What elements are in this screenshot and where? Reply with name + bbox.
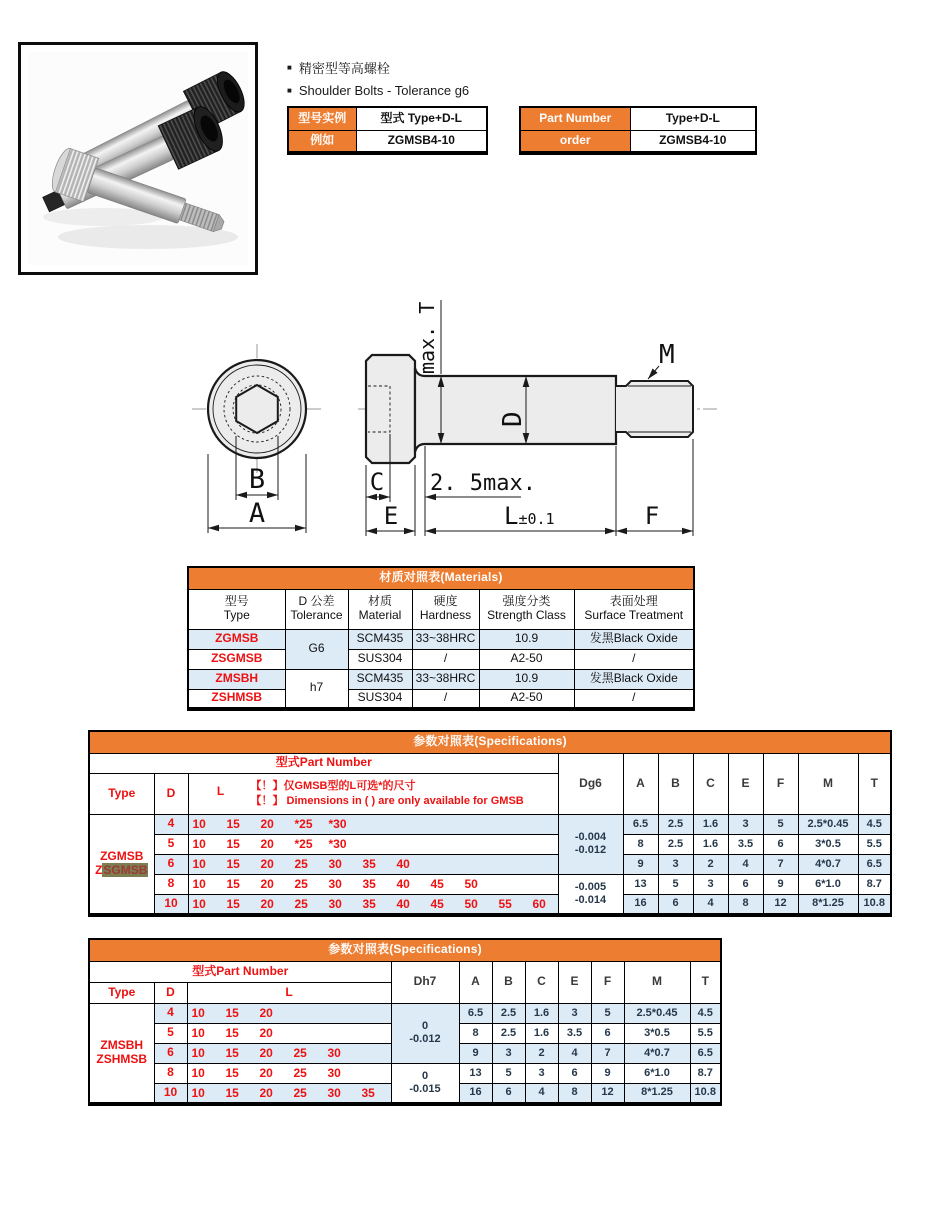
- dim-cell: 1.6: [525, 1003, 558, 1023]
- dim-cell: 2.5*0.45: [624, 1003, 690, 1023]
- l-values: [188, 834, 558, 854]
- l-value: 15: [226, 856, 240, 871]
- thread-section: [616, 381, 693, 437]
- col-header-T: T: [690, 961, 721, 1003]
- l-value: 35: [361, 1085, 375, 1100]
- table-row: [188, 649, 694, 669]
- dim-cell: 6*1.0: [798, 874, 858, 894]
- dim-label-C: C: [369, 468, 385, 496]
- dim-cell: 4: [558, 1043, 591, 1063]
- dim-cell: 4*0.7: [624, 1043, 690, 1063]
- col-header-B: B: [492, 961, 525, 1003]
- dim-cell: 2: [693, 854, 728, 874]
- dim-cell: 6.5: [459, 1003, 492, 1023]
- col-header-l: L: [216, 783, 225, 798]
- dim-cell: 9: [591, 1063, 624, 1083]
- strength-value: 10.9: [479, 629, 574, 649]
- dim-cell: 2.5: [492, 1023, 525, 1043]
- dim-cell: 2.5: [658, 834, 693, 854]
- col-header-l-note: [188, 773, 558, 814]
- col-header-tol: Dg6: [558, 753, 623, 814]
- table-row: [188, 629, 694, 649]
- l-values: [188, 854, 558, 874]
- material-value: SUS304: [348, 649, 412, 669]
- d-value: 8: [154, 1063, 187, 1083]
- dim-cell: 6: [658, 894, 693, 915]
- dim-cell: 3: [693, 874, 728, 894]
- dim-cell: 16: [623, 894, 658, 915]
- part-number-header: 型式Part Number: [89, 753, 558, 773]
- tolerance-group: 0 -0.015: [391, 1063, 459, 1104]
- table-row: [188, 669, 694, 689]
- table-row: [89, 1063, 721, 1083]
- tolerance-value: G6: [285, 629, 348, 669]
- dim-cell: 2.5: [658, 814, 693, 834]
- product-photo: [28, 52, 248, 265]
- l-value: 30: [328, 876, 342, 891]
- l-value: 15: [226, 836, 240, 851]
- type-name: ZGMSB: [188, 629, 285, 649]
- l-value: 25: [294, 856, 308, 871]
- dim-label-E: E: [383, 502, 399, 530]
- dim-cell: 1.6: [525, 1023, 558, 1043]
- table-row: [89, 834, 891, 854]
- l-value: 15: [225, 1005, 239, 1020]
- spec-table-g6: [88, 730, 892, 917]
- l-value: 50: [464, 876, 478, 891]
- hardness-value: /: [412, 649, 479, 669]
- l-value: 35: [362, 856, 376, 871]
- table-row: [89, 814, 891, 834]
- l-value: 15: [226, 816, 240, 831]
- l-value: 15: [226, 896, 240, 911]
- l-values: [187, 1023, 391, 1043]
- col-header-surface: 表面处理 Surface Treatment: [574, 589, 694, 629]
- dim-cell: 3.5: [558, 1023, 591, 1043]
- dim-cell: 3*0.5: [624, 1023, 690, 1043]
- l-value: 10: [191, 1065, 205, 1080]
- l-value: 25: [293, 1065, 307, 1080]
- l-value: 25: [294, 896, 308, 911]
- l-value: 40: [396, 896, 410, 911]
- table-row: [188, 589, 694, 629]
- l-value: 25: [294, 876, 308, 891]
- col-header-material: 材质 Material: [348, 589, 412, 629]
- dim-cell: 3: [558, 1003, 591, 1023]
- product-photo-frame: [18, 42, 258, 275]
- dim-cell: 4: [693, 894, 728, 915]
- dim-cell: 12: [591, 1083, 624, 1104]
- table-row: [89, 753, 891, 773]
- l-value: 35: [362, 896, 376, 911]
- type-name: ZSGMSB: [188, 649, 285, 669]
- l-value: 20: [260, 816, 274, 831]
- col-header-M: M: [624, 961, 690, 1003]
- l-value: 55: [498, 896, 512, 911]
- l-value: 20: [259, 1065, 273, 1080]
- d-value: 10: [154, 1083, 187, 1104]
- l-value: 10: [192, 816, 206, 831]
- col-header-M: M: [798, 753, 858, 814]
- l-values: [188, 894, 558, 915]
- dim-cell: 8*1.25: [624, 1083, 690, 1104]
- surface-value: 发黑Black Oxide: [574, 669, 694, 689]
- dim-cell: 5: [492, 1063, 525, 1083]
- dim-cell: 8: [623, 834, 658, 854]
- dim-cell: 9: [623, 854, 658, 874]
- l-value: 10: [192, 896, 206, 911]
- part-number-label: Part Number: [520, 107, 630, 130]
- col-header-C: C: [693, 753, 728, 814]
- l-value: 40: [396, 856, 410, 871]
- dim-cell: 8*1.25: [798, 894, 858, 915]
- dim-cell: 13: [623, 874, 658, 894]
- order-label: order: [520, 130, 630, 153]
- col-header-E: E: [728, 753, 763, 814]
- dim-cell: 9: [459, 1043, 492, 1063]
- col-header-T: T: [858, 753, 891, 814]
- page-title-cn: 精密型等高螺栓: [298, 61, 390, 76]
- col-header-type: 型号 Type: [188, 589, 285, 629]
- dim-cell: 5.5: [858, 834, 891, 854]
- materials-table: [187, 566, 695, 711]
- table-row: [89, 894, 891, 915]
- l-value: 45: [430, 896, 444, 911]
- spec-title: 参数对照表(Specifications): [89, 939, 721, 961]
- dim-cell: 3: [658, 854, 693, 874]
- dim-cell: 3: [525, 1063, 558, 1083]
- col-header-tol: Dh7: [391, 961, 459, 1003]
- col-header-C: C: [525, 961, 558, 1003]
- dim-cell: 7: [591, 1043, 624, 1063]
- dim-cell: 6.5: [623, 814, 658, 834]
- dim-cell: 1.6: [693, 814, 728, 834]
- dim-label-A: A: [248, 498, 266, 529]
- dim-label-D: D: [498, 411, 528, 427]
- l-value: 15: [225, 1065, 239, 1080]
- l-value: 10: [191, 1005, 205, 1020]
- type-group: ZMSBH ZSHMSB: [89, 1003, 154, 1104]
- tolerance-value: h7: [285, 669, 348, 709]
- table-row: [188, 689, 694, 709]
- head-end-view: [208, 360, 306, 458]
- d-value: 6: [154, 1043, 187, 1063]
- table-row: [89, 731, 891, 753]
- col-header-A: A: [459, 961, 492, 1003]
- type-group: ZGMSB ZSGMSB: [89, 814, 154, 915]
- dim-cell: 6: [558, 1063, 591, 1083]
- l-values: [188, 814, 558, 834]
- model-example-value2: ZGMSB4-10: [356, 130, 487, 153]
- surface-value: /: [574, 649, 694, 669]
- d-value: 5: [154, 1023, 187, 1043]
- dim-cell: 2: [525, 1043, 558, 1063]
- d-value: 5: [154, 834, 188, 854]
- technical-drawing: [178, 286, 738, 563]
- l-value: 20: [259, 1045, 273, 1060]
- l-values: [187, 1003, 391, 1023]
- col-header-strength: 强度分类 Strength Class: [479, 589, 574, 629]
- l-value: 30: [327, 1085, 341, 1100]
- l-value: 10: [192, 856, 206, 871]
- l-value: 20: [260, 876, 274, 891]
- l-value: 20: [259, 1085, 273, 1100]
- dim-cell: 16: [459, 1083, 492, 1104]
- dim-cell: 8.7: [690, 1063, 721, 1083]
- dim-cell: 2.5: [492, 1003, 525, 1023]
- shoulder-body: [415, 368, 616, 452]
- l-value: *25: [294, 816, 313, 831]
- dim-cell: 8: [459, 1023, 492, 1043]
- table-row: [188, 567, 694, 589]
- bullet-icon: ■: [287, 63, 292, 72]
- col-header-tolerance: D 公差 Tolerance: [285, 589, 348, 629]
- part-number-value: Type+D-L: [630, 107, 756, 130]
- dim-cell: 4*0.7: [798, 854, 858, 874]
- material-value: SCM435: [348, 669, 412, 689]
- l-value: 35: [362, 876, 376, 891]
- order-value: ZGMSB4-10: [630, 130, 756, 153]
- dim-cell: 7: [763, 854, 798, 874]
- l-value: 30: [328, 856, 342, 871]
- d-value: 10: [154, 894, 188, 915]
- l-values: [187, 1083, 391, 1104]
- strength-value: A2-50: [479, 689, 574, 709]
- col-header-type: Type: [89, 773, 154, 814]
- dim-cell: 6.5: [690, 1043, 721, 1063]
- dim-cell: 3*0.5: [798, 834, 858, 854]
- dim-cell: 5.5: [690, 1023, 721, 1043]
- hardness-value: 33~38HRC: [412, 629, 479, 649]
- part-number-table: [519, 106, 757, 155]
- col-header-A: A: [623, 753, 658, 814]
- dim-cell: 6: [763, 834, 798, 854]
- dim-cell: 5: [591, 1003, 624, 1023]
- col-header-d: D: [154, 982, 187, 1003]
- table-row: [288, 107, 487, 130]
- d-value: 4: [154, 814, 188, 834]
- l-value: 30: [327, 1065, 341, 1080]
- dim-label-neck-max: 2. 5max.: [430, 471, 536, 496]
- l-value: 20: [259, 1005, 273, 1020]
- model-example-label2: 例如: [288, 130, 356, 153]
- highlighted-type-text: SGMSB: [103, 862, 148, 877]
- tolerance-group: -0.005 -0.014: [558, 874, 623, 915]
- dim-cell: 8.7: [858, 874, 891, 894]
- dim-cell: 6: [728, 874, 763, 894]
- dim-cell: 3: [492, 1043, 525, 1063]
- dim-label-L: L±0.1: [504, 502, 555, 530]
- material-value: SCM435: [348, 629, 412, 649]
- l-value: 15: [225, 1045, 239, 1060]
- title-line-cn: [287, 56, 469, 79]
- l-value: 10: [191, 1085, 205, 1100]
- hardness-value: 33~38HRC: [412, 669, 479, 689]
- type-name: ZSHMSB: [188, 689, 285, 709]
- l-value: 30: [327, 1045, 341, 1060]
- col-header-E: E: [558, 961, 591, 1003]
- l-value: 20: [259, 1025, 273, 1040]
- l-value: *25: [294, 836, 313, 851]
- model-example-value: 型式 Type+D-L: [356, 107, 487, 130]
- l-value: 10: [191, 1045, 205, 1060]
- dim-cell: 4.5: [690, 1003, 721, 1023]
- page-titles: [287, 56, 469, 102]
- dim-cell: 8: [728, 894, 763, 915]
- l-value: 10: [192, 876, 206, 891]
- d-value: 6: [154, 854, 188, 874]
- table-row: [89, 874, 891, 894]
- spec-table-h7: [88, 938, 722, 1106]
- col-header-B: B: [658, 753, 693, 814]
- materials-title: 材质对照表(Materials): [188, 567, 694, 589]
- table-row: [520, 130, 756, 153]
- page-title-en: Shoulder Bolts - Tolerance g6: [298, 83, 470, 98]
- surface-value: /: [574, 689, 694, 709]
- part-number-header: 型式Part Number: [89, 961, 391, 982]
- l-value: 20: [260, 836, 274, 851]
- col-header-F: F: [763, 753, 798, 814]
- col-header-d: D: [154, 773, 188, 814]
- l-values: [188, 874, 558, 894]
- model-example-label: 型号实例: [288, 107, 356, 130]
- l-values: [187, 1043, 391, 1063]
- table-row: [89, 961, 721, 982]
- dim-cell: 6*1.0: [624, 1063, 690, 1083]
- strength-value: A2-50: [479, 649, 574, 669]
- col-header-l: L: [187, 982, 391, 1003]
- l-value: 45: [430, 876, 444, 891]
- table-row: [520, 107, 756, 130]
- dim-cell: 3: [728, 814, 763, 834]
- l-value: 30: [328, 896, 342, 911]
- l-value: 15: [226, 876, 240, 891]
- d-value: 8: [154, 874, 188, 894]
- bullet-icon: ■: [287, 86, 292, 95]
- l-value: *30: [328, 816, 347, 831]
- dim-cell: 5: [763, 814, 798, 834]
- l-value: 20: [260, 856, 274, 871]
- col-header-hardness: 硬度 Hardness: [412, 589, 479, 629]
- dim-cell: 10.8: [858, 894, 891, 915]
- l-value: 25: [293, 1085, 307, 1100]
- dim-cell: 12: [763, 894, 798, 915]
- l-values: [187, 1063, 391, 1083]
- dim-cell: 4.5: [858, 814, 891, 834]
- l-value: 60: [532, 896, 546, 911]
- model-example-table: [287, 106, 488, 155]
- col-header-type: Type: [89, 982, 154, 1003]
- dim-cell: 6: [591, 1023, 624, 1043]
- dim-cell: 13: [459, 1063, 492, 1083]
- spec-title: 参数对照表(Specifications): [89, 731, 891, 753]
- dim-cell: 4: [728, 854, 763, 874]
- tolerance-group: -0.004 -0.012: [558, 814, 623, 874]
- tolerance-group: 0 -0.012: [391, 1003, 459, 1063]
- type-name: ZMSBH: [188, 669, 285, 689]
- l-value: 15: [225, 1085, 239, 1100]
- hardness-value: /: [412, 689, 479, 709]
- dim-label-max-T: max. T: [415, 301, 439, 374]
- l-value: 25: [293, 1045, 307, 1060]
- title-line-en: [287, 79, 469, 102]
- l-value: 50: [464, 896, 478, 911]
- l-value: *30: [328, 836, 347, 851]
- dim-cell: 5: [658, 874, 693, 894]
- material-value: SUS304: [348, 689, 412, 709]
- dim-cell: 6.5: [858, 854, 891, 874]
- dim-cell: 1.6: [693, 834, 728, 854]
- l-value: 10: [191, 1025, 205, 1040]
- dim-cell: 9: [763, 874, 798, 894]
- dim-cell: 4: [525, 1083, 558, 1104]
- table-row: [288, 130, 487, 153]
- dim-cell: 2.5*0.45: [798, 814, 858, 834]
- strength-value: 10.9: [479, 669, 574, 689]
- table-row: [89, 1003, 721, 1023]
- l-availability-note: 【！】仅GMSB型的L可选*的尺寸 【！】 Dimensions in ( ) are only available for GMSB: [250, 779, 524, 807]
- l-value: 15: [225, 1025, 239, 1040]
- l-value: 10: [192, 836, 206, 851]
- dim-label-B: B: [248, 464, 266, 495]
- d-value: 4: [154, 1003, 187, 1023]
- dim-cell: 3.5: [728, 834, 763, 854]
- l-value: 20: [260, 896, 274, 911]
- dim-cell: 6: [492, 1083, 525, 1104]
- dim-cell: 8: [558, 1083, 591, 1104]
- dim-cell: 10.8: [690, 1083, 721, 1104]
- l-value: 40: [396, 876, 410, 891]
- dim-label-M: M: [659, 340, 675, 370]
- col-header-F: F: [591, 961, 624, 1003]
- table-row: [89, 939, 721, 961]
- table-row: [89, 854, 891, 874]
- dim-label-F: F: [644, 502, 660, 530]
- surface-value: 发黑Black Oxide: [574, 629, 694, 649]
